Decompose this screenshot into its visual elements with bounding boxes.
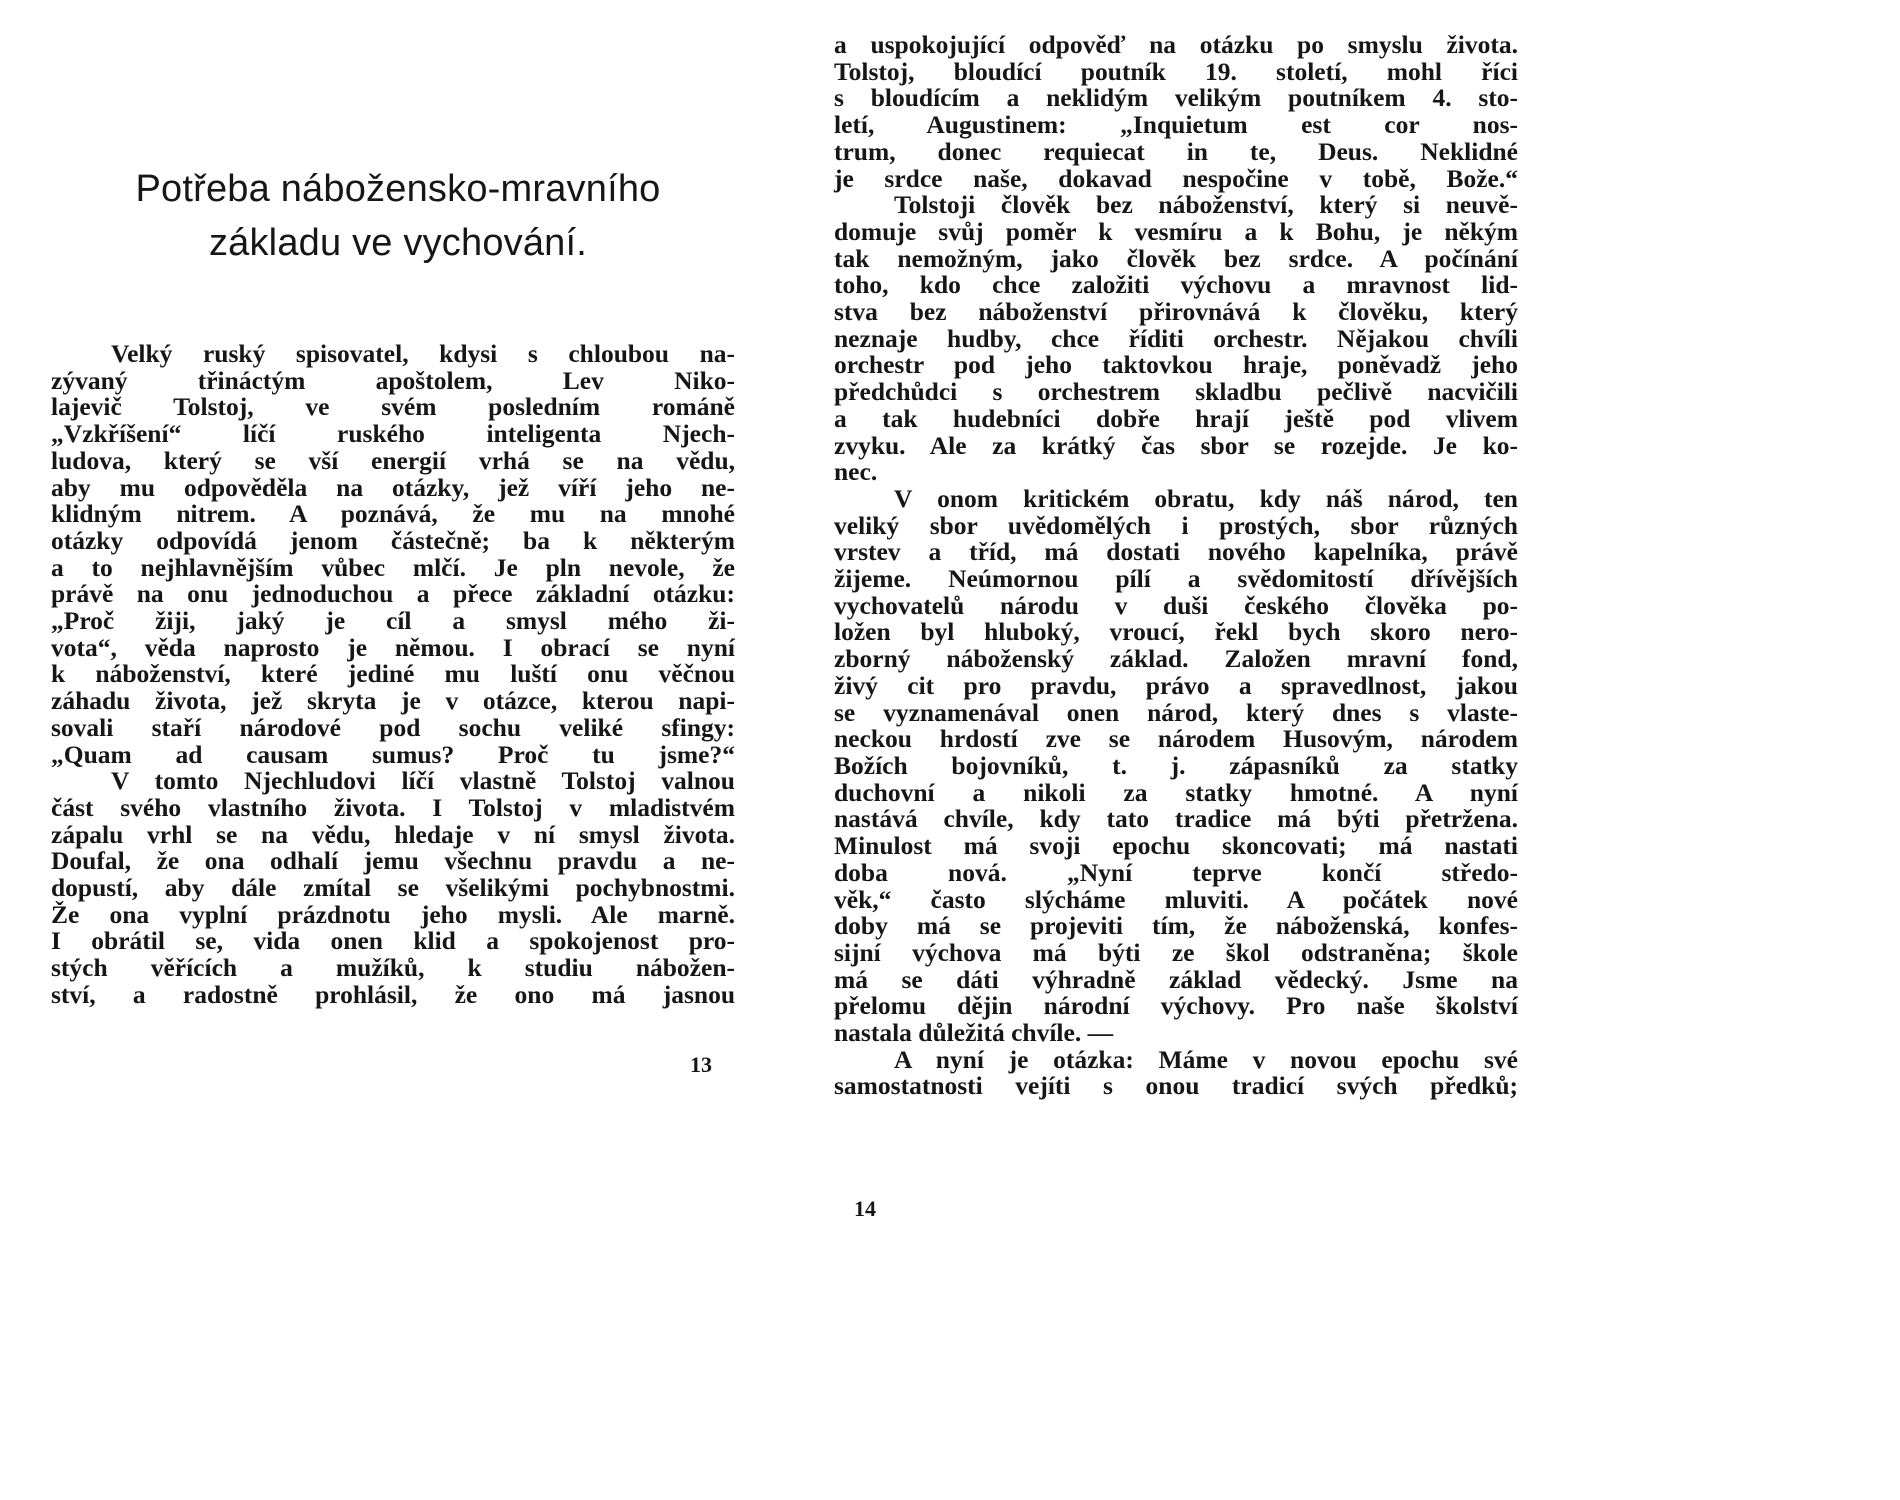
text-line: „Vzkříšení“ líčí ruského inteligenta Njech-: [51, 419, 735, 449]
text-line: otázky odpovídá jenom částečně; ba k některým: [51, 525, 735, 555]
text-line: Že ona vyplní prázdnotu jeho mysli. Ale marně.: [51, 899, 735, 929]
text-line: zvyku. Ale za krátký čas sbor se rozejde. Je ko-: [834, 430, 1518, 460]
text-line: předchůdci s orchestrem skladbu pečlivě nacvičili: [834, 377, 1518, 407]
text-line: má se dáti výhradně základ vědecký. Jsme na: [834, 964, 1518, 994]
text-line: Tolstoji člověk bez náboženství, který si neuvě-: [894, 190, 1518, 220]
text-line: Minulost má svoji epochu skoncovati; má nastati: [834, 831, 1518, 861]
text-line: V tomto Njechludovi líčí vlastně Tolstoj valnou: [111, 766, 735, 796]
text-line: toho, kdo chce založiti výchovu a mravnost lid-: [834, 270, 1518, 300]
text-line: lajevič Tolstoj, ve svém posledním románě: [51, 392, 735, 422]
text-line: stých věřících a mužíků, k studiu nábožen-: [51, 953, 735, 983]
text-line: klidným nitrem. A poznává, že mu na mnohé: [51, 499, 735, 529]
right-page-text: [834, 32, 1518, 1100]
text-line: orchestr pod jeho taktovkou hraje, poněvadž jeho: [834, 350, 1518, 380]
text-line: je srdce naše, dokavad nespočine v tobě, Bože.“: [834, 163, 1518, 193]
text-line: sovali staří národové pod sochu veliké sfingy:: [51, 712, 735, 742]
text-line: dopustí, aby dále zmítal se všelikými pochybnostmi.: [51, 873, 735, 903]
text-line: „Proč žiji, jaký je cíl a smysl mého ži-: [51, 606, 735, 636]
text-line: trum, donec requiecat in te, Deus. Neklidné: [834, 136, 1518, 166]
text-line: domuje svůj poměr k vesmíru a k Bohu, je někým: [834, 216, 1518, 246]
text-line: ství, a radostně prohlásil, že ono má jasnou: [51, 979, 735, 1009]
text-line: zborný náboženský základ. Založen mravní fond,: [834, 644, 1518, 674]
left-page: [0, 0, 776, 1244]
text-line: Velký ruský spisovatel, kdysi s chloubou na-: [111, 339, 735, 368]
text-line: záhadu života, jež skryta je v otázce, kterou napi-: [51, 686, 735, 716]
text-line: sijní výchova má býti ze škol odstraněna; škole: [834, 937, 1518, 967]
text-line: s bloudícím a neklidým velikým poutníkem 4. sto-: [834, 83, 1518, 113]
text-line: ložen byl hluboký, vroucí, řekl bych skoro nero-: [834, 617, 1518, 647]
text-line: nastala důležitá chvíle. —: [834, 1018, 1114, 1048]
text-line: doba nová. „Nyní teprve končí středo-: [834, 857, 1518, 887]
chapter-title-line: Potřeba nábožensko-mravního: [135, 168, 661, 210]
text-line: se vyznamenával onen národ, který dnes s vlaste-: [834, 697, 1518, 727]
text-line: V onom kritickém obratu, kdy náš národ, ten: [894, 483, 1518, 513]
text-line: část svého vlastního života. I Tolstoj v mladistvém: [51, 792, 735, 822]
text-line: vrstev a tříd, má dostati nového kapelníka, právě: [834, 537, 1518, 567]
text-line: I obrátil se, vida onen klid a spokojenost pro-: [51, 926, 735, 956]
text-line: Doufal, že ona odhalí jemu všechnu pravdu a ne-: [51, 846, 735, 876]
text-line: ludova, který se vší energií vrhá se na vědu,: [51, 445, 735, 475]
text-line: a to nejhlavnějším vůbec mlčí. Je pln nevole, že: [51, 552, 735, 582]
text-line: neznaje hudby, chce říditi orchestr. Nějakou chvíli: [834, 323, 1518, 353]
right-page: [776, 0, 1552, 1244]
text-line: Tolstoj, bloudící poutník 19. století, mohl říci: [834, 56, 1518, 86]
text-line: veliký sbor uvědomělých i prostých, sbor různých: [834, 510, 1518, 540]
text-line: právě na onu jednoduchou a přece základní otázku:: [51, 579, 735, 609]
text-line: vota“, věda naprosto je němou. I obrací se nyní: [51, 632, 735, 662]
text-line: letí, Augustinem: „Inquietum est cor nos-: [834, 110, 1518, 140]
text-line: zápalu vrhl se na vědu, hledaje v ní smysl života.: [51, 819, 735, 849]
text-line: a tak hudebníci dobře hrají ještě pod vlivem: [834, 403, 1518, 433]
text-line: A nyní je otázka: Máme v novou epochu své: [894, 1044, 1518, 1074]
text-line: doby má se projeviti tím, že náboženská, konfes-: [834, 911, 1518, 941]
text-line: vychovatelů národu v duši českého člověka po-: [834, 590, 1518, 620]
text-line: stva bez náboženství přirovnává k člověku, který: [834, 297, 1518, 327]
text-line: nastává chvíle, kdy tato tradice má býti přetržena.: [834, 804, 1518, 834]
text-line: nec.: [834, 457, 878, 487]
page-number: 13: [690, 1052, 712, 1077]
text-line: živý cit pro pravdu, právo a spravedlnost, jakou: [834, 670, 1518, 700]
text-line: Božích bojovníků, t. j. zápasníků za statky: [834, 750, 1518, 780]
text-line: tak nemožným, jako člověk bez srdce. A počínání: [834, 243, 1518, 273]
chapter-title: [48, 162, 748, 270]
text-line: „Quam ad causam sumus? Proč tu jsme?“: [51, 739, 735, 769]
text-line: samostatnosti vejíti s onou tradicí svých předků;: [834, 1071, 1518, 1101]
text-line: aby mu odpověděla na otázky, jež víří jeho ne-: [51, 472, 735, 502]
text-line: a uspokojující odpověď na otázku po smyslu života.: [834, 30, 1518, 59]
text-line: žijeme. Neúmornou pílí a svědomitostí dřívějších: [834, 564, 1518, 594]
left-page-text: [51, 341, 735, 1009]
text-line: k náboženství, které jediné mu luští onu věčnou: [51, 659, 735, 689]
text-line: duchovní a nikoli za statky hmotné. A nyní: [834, 777, 1518, 807]
page-number: 14: [854, 1196, 876, 1221]
chapter-title-line: základu ve vychování.: [208, 222, 588, 264]
text-line: neckou hrdostí zve se národem Husovým, národem: [834, 724, 1518, 754]
text-line: věk,“ často slýcháme mluviti. A počátek nové: [834, 884, 1518, 914]
text-line: přelomu dějin národní výchovy. Pro naše školství: [834, 991, 1518, 1021]
text-line: zývaný třináctým apoštolem, Lev Niko-: [51, 365, 735, 395]
